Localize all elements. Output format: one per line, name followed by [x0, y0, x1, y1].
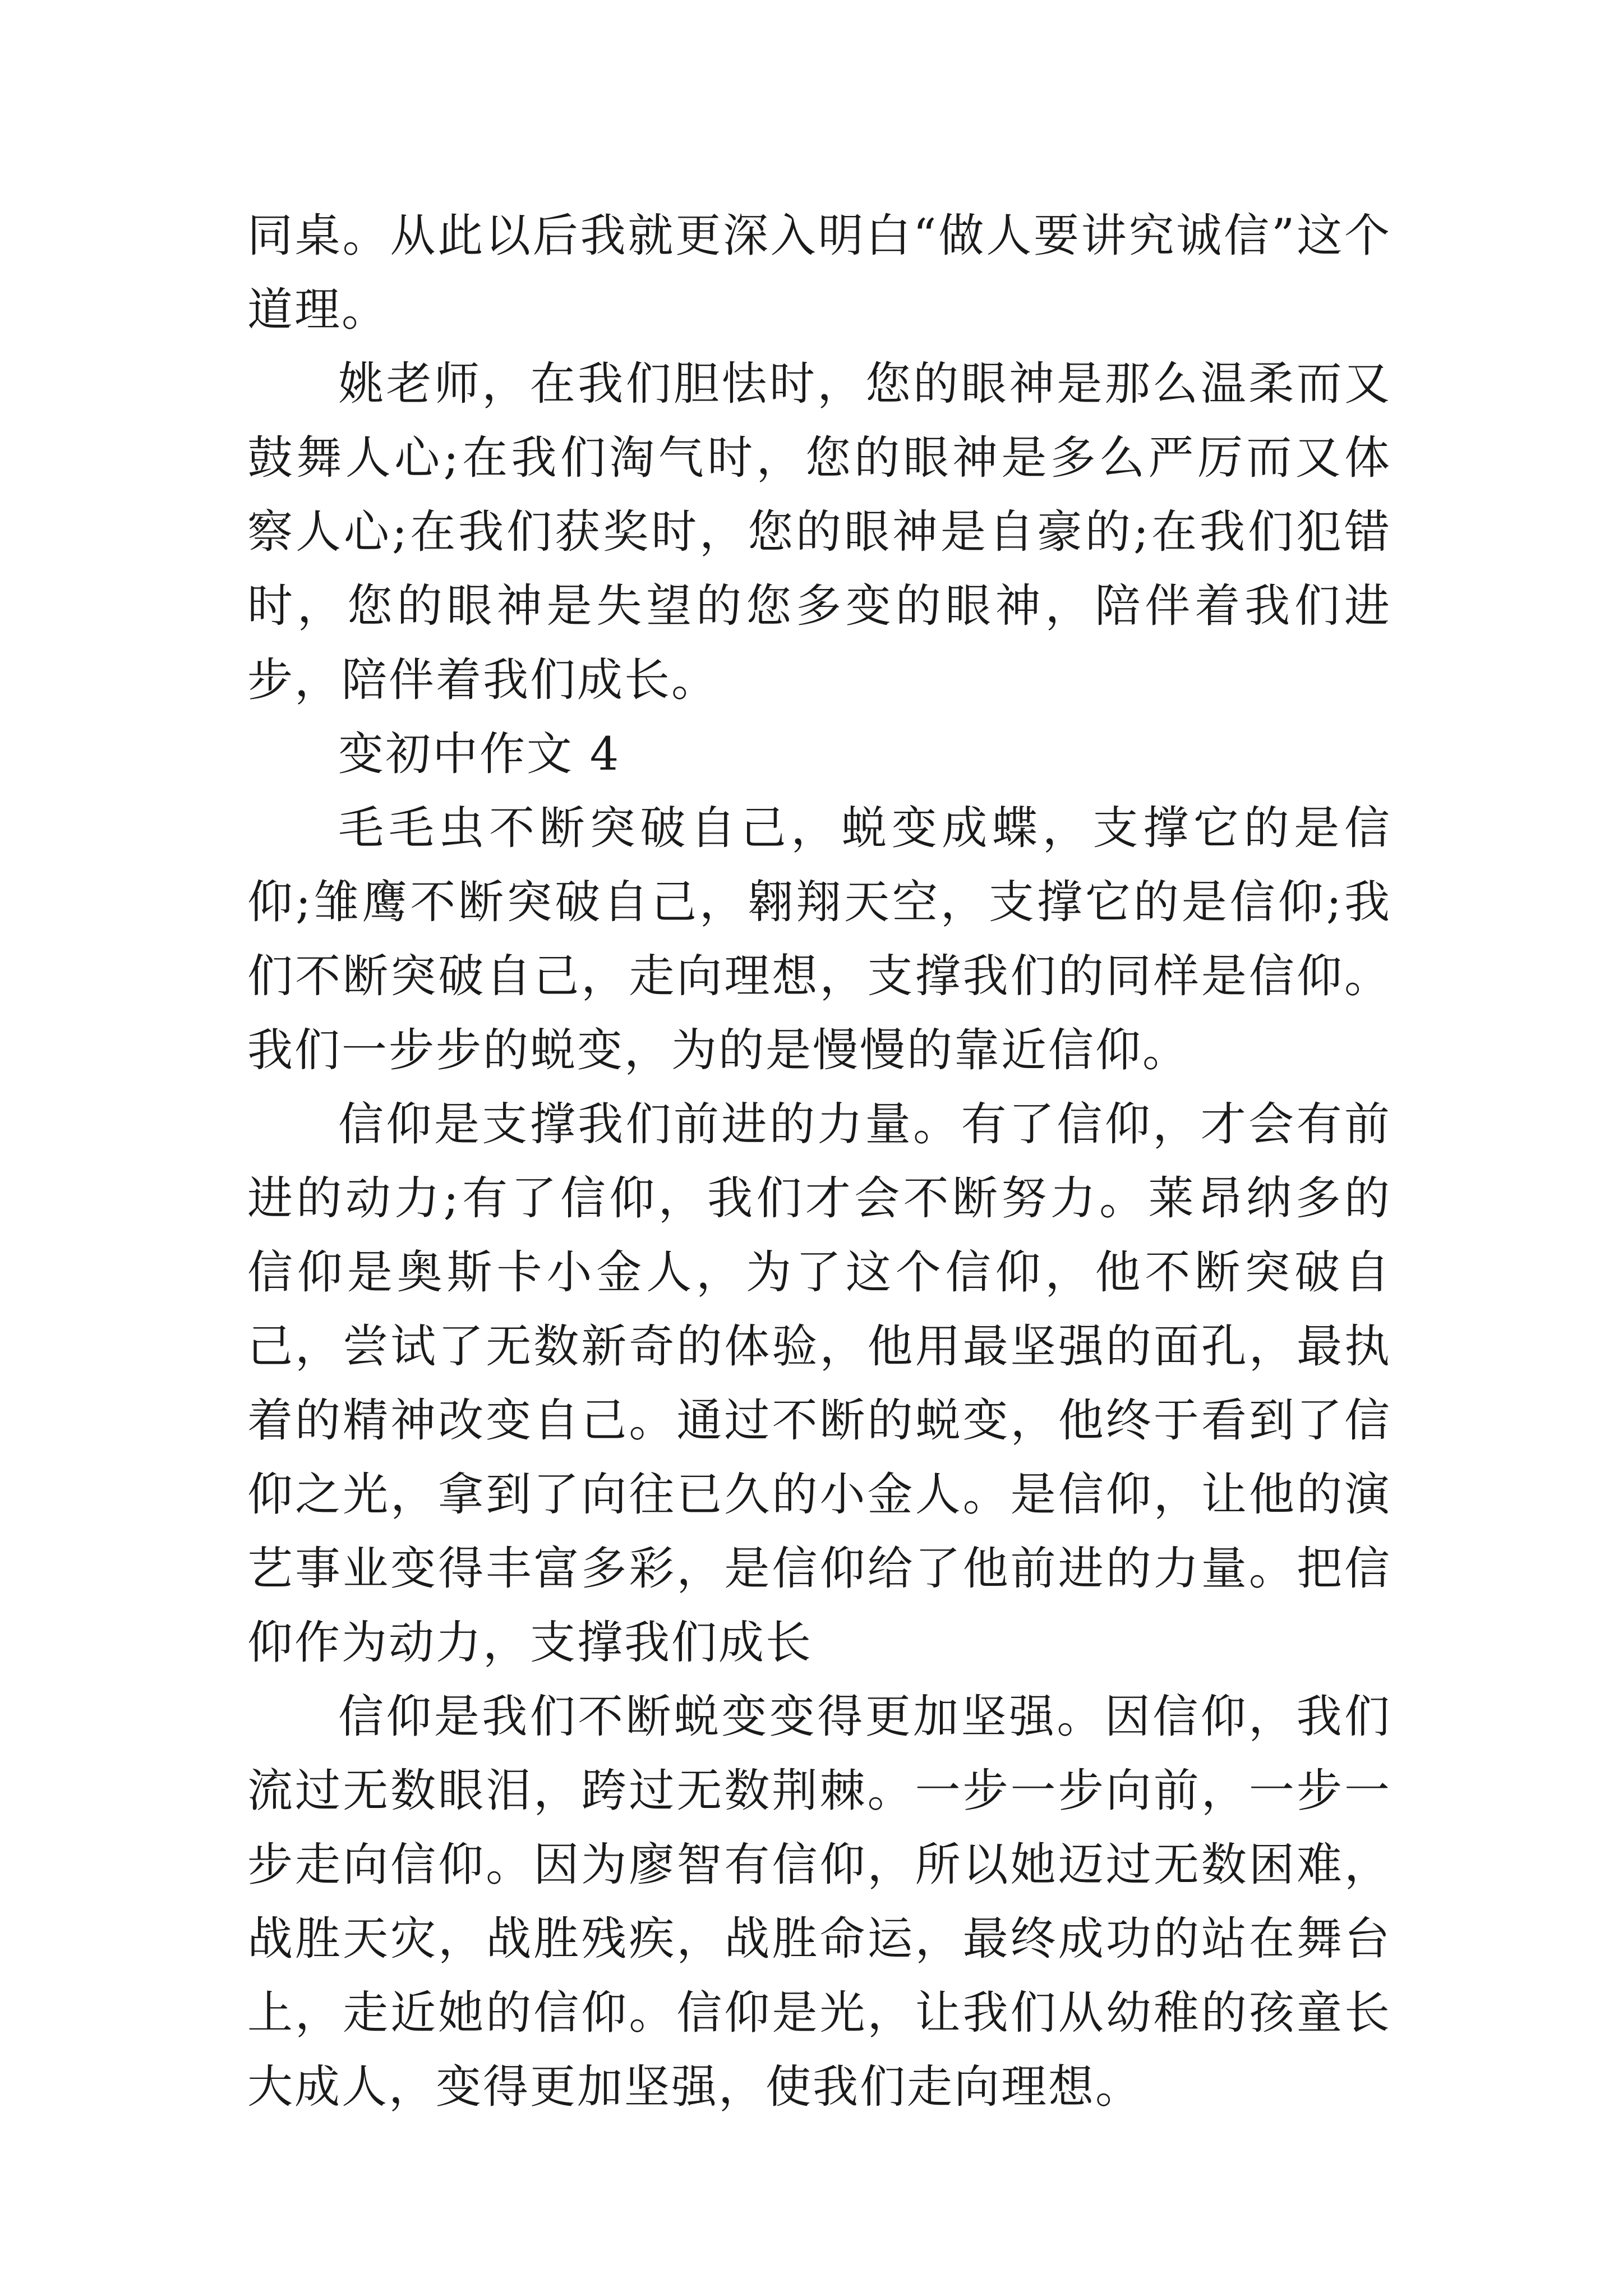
paragraph-faith-stronger: 信仰是我们不断蜕变变得更加坚强。因信仰，我们流过无数眼泪，跨过无数荆棘。一步一步向前，一步一步走向信仰。因为廖智有信仰，所以她迈过无数困难，战胜天灾，战胜残疾，战胜命运，最终成功的站在舞台上，走近她的信仰。信仰是光，让我们从幼稚的孩童长大成人，变得更加坚强，使我们走向理想。 — [247, 1691, 1391, 2114]
paragraph-continuation: 同桌。从此以后我就更深入明白“做人要讲究诚信”这个道理。 — [247, 210, 1391, 337]
paragraph-faith-strength: 信仰是支撑我们前进的力量。有了信仰，才会有前进的动力;有了信仰，我们才会不断努力。莱昂纳多的信仰是奥斯卡小金人，为了这个信仰，他不断突破自己，尝试了无数新奇的体验，他用最坚强的面孔，最执着的精神改变自己。通过不断的蜕变，他终于看到了信仰之光，拿到了向往已久的小金人。是信仰，让他的演艺事业变得丰富多彩，是信仰给了他前进的力量。把信仰作为动力，支撑我们成长 — [247, 1098, 1391, 1669]
paragraph-teacher-eyes: 姚老师，在我们胆怯时，您的眼神是那么温柔而又鼓舞人心;在我们淘气时，您的眼神是多么严厉而又体察人心;在我们获奖时，您的眼神是自豪的;在我们犯错时，您的眼神是失望的您多变的眼神，陪伴着我们进步，陪伴着我们成长。 — [247, 358, 1391, 707]
essay-heading: 变初中作文 4 — [338, 728, 621, 781]
document-body — [247, 199, 1391, 2124]
paragraph-caterpillar: 毛毛虫不断突破自己，蜕变成蝶，支撑它的是信仰;雏鹰不断突破自己，翱翔天空，支撑它的是信仰;我们不断突破自己，走向理想，支撑我们的同样是信仰。我们一步步的蜕变，为的是慢慢的靠近信仰。 — [247, 802, 1391, 1077]
